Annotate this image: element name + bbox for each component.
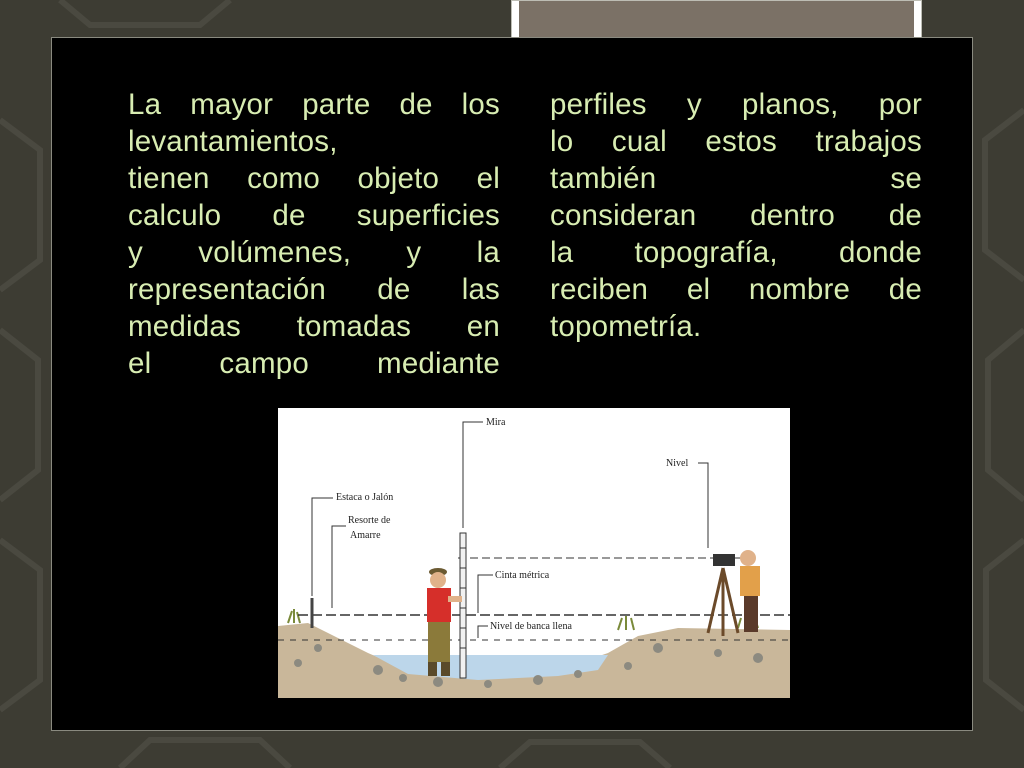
label-estaca: Estaca o Jalón [336, 492, 394, 503]
label-nivel: Nivel [666, 458, 689, 469]
text-line: topometría. [550, 310, 702, 343]
text-line: tienen como objeto el [128, 162, 500, 195]
left-text-column [128, 86, 500, 382]
text-line: perfiles y planos, por [550, 88, 922, 121]
text-line: la topografía, donde [550, 236, 922, 269]
text-line: también se [550, 162, 922, 195]
level-instrument [708, 568, 738, 636]
text-line: calculo de superficies [128, 199, 500, 232]
label-cinta: Cinta métrica [495, 570, 550, 581]
text-line: reciben el nombre de [550, 273, 922, 306]
label-amarre: Amarre [350, 530, 381, 541]
label-resorte: Resorte de [348, 515, 391, 526]
label-mira: Mira [486, 417, 506, 428]
text-line: levantamientos, [128, 125, 338, 158]
text-line: representación de las [128, 273, 500, 306]
text-line: el campo mediante [128, 347, 500, 380]
right-text-column [550, 86, 922, 345]
surveyor-at-level [740, 550, 760, 632]
text-line: lo cual estos trabajos [550, 125, 922, 158]
text-line: consideran dentro de [550, 199, 922, 232]
surveying-diagram [278, 408, 790, 698]
text-line: La mayor parte de los [128, 88, 500, 121]
label-nivel-banca: Nivel de banca llena [490, 621, 572, 632]
text-line: medidas tomadas en [128, 310, 500, 343]
text-line: y volúmenes, y la [128, 236, 500, 269]
